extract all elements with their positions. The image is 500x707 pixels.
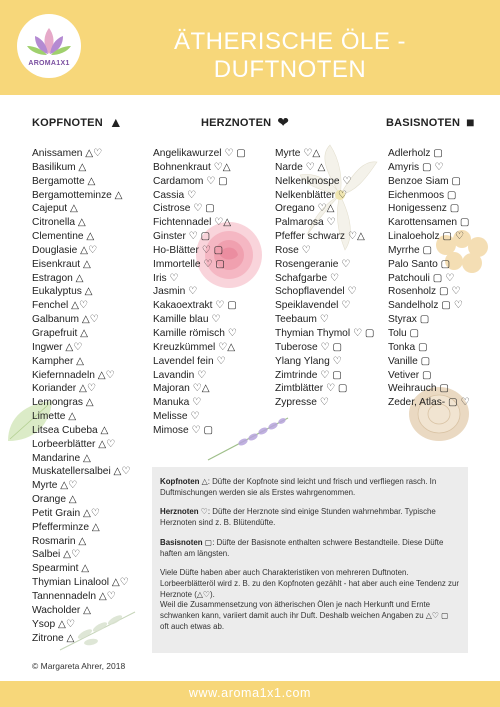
basisnoten-heading bbox=[386, 114, 475, 130]
lotus-icon bbox=[17, 14, 81, 78]
oil-list-item: Ho-Blätter ♡ ▢ bbox=[153, 244, 224, 256]
oil-list-item: Schopflavendel ♡ bbox=[275, 286, 357, 298]
oil-list-item: Narde ♡ △ bbox=[275, 161, 326, 173]
copyright: © Margareta Ahrer, 2018 bbox=[32, 661, 126, 671]
oil-list-item: Ysop △♡ bbox=[32, 618, 76, 630]
oil-list-item: Amyris ▢ ♡ bbox=[388, 161, 444, 173]
basisnoten-explanation-text: : Düfte der Basisnote enthalten schwere Bestandteile. Diese Düfte haften am längsten. bbox=[160, 537, 444, 558]
oil-list-item: Zimtblätter ♡ ▢ bbox=[275, 383, 348, 395]
page-title: ÄTHERISCHE ÖLE - DUFTNOTEN bbox=[173, 28, 407, 83]
square-icon: ■ bbox=[466, 114, 475, 130]
oil-list-item: Palo Santo ▢ bbox=[388, 258, 451, 270]
oil-list-item: Koriander △♡ bbox=[32, 383, 96, 395]
oil-list-item: Oregano ♡△ bbox=[275, 203, 335, 215]
oil-list-item: Bohnenkraut ♡△ bbox=[153, 161, 231, 173]
oil-list-item: Orange △ bbox=[32, 494, 77, 506]
oil-list-item: Benzoe Siam ▢ bbox=[388, 175, 462, 187]
herznoten-explanation bbox=[160, 507, 459, 528]
kopfnoten-explanation-text: : Düfte der Kopfnote sind leicht und frisch und verfliegen rasch. In Duftmischungen werden sie als Erstes wahrgenommen. bbox=[160, 477, 437, 497]
oil-list-item: Zypresse ♡ bbox=[275, 397, 329, 409]
oil-list-item: Jasmin ♡ bbox=[153, 286, 198, 298]
oil-list-item: Karottensamen ▢ bbox=[388, 217, 470, 229]
logo-text: AROMA1X1 bbox=[28, 60, 70, 67]
oil-list-item: Estragon △ bbox=[32, 272, 84, 284]
oil-list-item: Tolu ▢ bbox=[388, 327, 420, 339]
oil-list-item: Sandelholz ▢ ♡ bbox=[388, 300, 463, 312]
oil-list-item: Limette △ bbox=[32, 411, 77, 423]
oil-list-item: Vanille ▢ bbox=[388, 355, 431, 367]
oil-list-item: Thymian Thymol ♡ ▢ bbox=[275, 327, 375, 339]
oil-list-item: Eichenmoos ▢ bbox=[388, 189, 457, 201]
oil-list-item: Petit Grain △♡ bbox=[32, 507, 100, 519]
oil-list-item: Ingwer △♡ bbox=[32, 341, 83, 353]
oil-list-item: Kamille römisch ♡ bbox=[153, 327, 237, 339]
oil-list-item: Myrte △♡ bbox=[32, 480, 78, 492]
oil-list-item: Schafgarbe ♡ bbox=[275, 272, 340, 284]
kopfnoten-heading-label: KOPFNOTEN bbox=[32, 117, 103, 129]
oil-list-item: Kreuzkümmel ♡△ bbox=[153, 341, 236, 353]
kopfnoten-heading bbox=[32, 114, 123, 130]
oil-list-item: Pfeffer schwarz ♡△ bbox=[275, 231, 365, 243]
oil-list-item: Anissamen △♡ bbox=[32, 148, 103, 159]
oil-list-item: Litsea Cubeba △ bbox=[32, 424, 109, 436]
oil-list-item: Ginster ♡ ▢ bbox=[153, 231, 211, 243]
oil-list-item: Melisse ♡ bbox=[153, 411, 200, 423]
oil-list-item: Iris ♡ bbox=[153, 272, 179, 284]
kopfnoten-explanation bbox=[160, 477, 459, 498]
oil-list-item: Angelikawurzel ♡ ▢ bbox=[153, 148, 246, 159]
footer-website-link[interactable]: www.aroma1x1.com bbox=[188, 686, 312, 700]
herznoten-explanation-label: Herznoten bbox=[160, 507, 199, 517]
basisnoten-list bbox=[388, 147, 470, 410]
oil-list-item: Clementine △ bbox=[32, 231, 95, 243]
herznoten-explanation-symbol: ♡ bbox=[198, 507, 208, 517]
oil-list-item: Lemongras △ bbox=[32, 397, 94, 409]
oil-list-item: Muskatellersalbei △♡ bbox=[32, 466, 131, 478]
herznoten-list-2 bbox=[275, 147, 375, 410]
aroma1x1-logo bbox=[17, 14, 81, 78]
kopfnoten-explanation-symbol: △ bbox=[199, 477, 208, 486]
oil-list-item: Adlerholz ▢ bbox=[388, 148, 443, 159]
oil-list-item: Citronella △ bbox=[32, 217, 86, 229]
explanation-box bbox=[152, 467, 468, 653]
oil-list-item: Basilikum △ bbox=[32, 161, 87, 173]
oil-list-item: Lavandin ♡ bbox=[153, 369, 207, 381]
oil-list-item: Rose ♡ bbox=[275, 244, 311, 256]
oil-list-item: Salbei △♡ bbox=[32, 549, 81, 561]
herznoten-explanation-text: : Düfte der Herznote sind einige Stunden wahrnehmbar. Typische Herznoten sind z. B. Blütendüfte. bbox=[160, 507, 436, 528]
herznoten-heading bbox=[201, 114, 289, 131]
oil-list-item: Palmarosa ♡ bbox=[275, 217, 336, 229]
oil-list-item: Fichtennadel ♡△ bbox=[153, 217, 232, 229]
oil-list-item: Vetiver ▢ bbox=[388, 369, 432, 381]
oil-list-item: Pfefferminze △ bbox=[32, 521, 100, 533]
kopfnoten-list bbox=[32, 147, 131, 645]
oil-list-item: Kiefernnadeln △♡ bbox=[32, 369, 115, 381]
oil-list-item: Speiklavendel ♡ bbox=[275, 300, 351, 312]
basisnoten-explanation bbox=[160, 538, 459, 559]
oil-list-item: Ylang Ylang ♡ bbox=[275, 355, 342, 367]
herznoten-list-1 bbox=[153, 147, 246, 438]
oil-list-item: Zitrone △ bbox=[32, 632, 75, 644]
oil-list-item: Lavendel fein ♡ bbox=[153, 355, 226, 367]
oil-list-item: Kakaoextrakt ♡ ▢ bbox=[153, 300, 237, 312]
oil-list-item: Tonka ▢ bbox=[388, 341, 428, 353]
oil-list-item: Grapefruit △ bbox=[32, 327, 88, 339]
general-explanation-text-1: Viele Düfte haben aber auch Charakteristiken von mehreren Duftnoten. Lorbeerblätteröl wird z. B. zu den Kopfnoten gezählt - hat aber auch eine Tendenz zur Herznote (△♡). bbox=[160, 568, 460, 599]
general-explanation bbox=[160, 568, 459, 632]
basisnoten-explanation-symbol: ▢ bbox=[202, 537, 213, 547]
oil-list-item: Myrte ♡△ bbox=[275, 148, 321, 159]
oil-list-item: Wacholder △ bbox=[32, 604, 91, 616]
oil-list-item: Kampher △ bbox=[32, 355, 85, 367]
oil-list-item: Linaloeholz ▢ ♡ bbox=[388, 231, 464, 243]
oil-list-item: Myrrhe ▢ bbox=[388, 244, 433, 256]
oil-list-item: Douglasie △♡ bbox=[32, 244, 98, 256]
oil-list-item: Weihrauch ▢ bbox=[388, 383, 449, 395]
oil-list-item: Tuberose ♡ ▢ bbox=[275, 341, 343, 353]
oil-list-item: Lorbeerblätter △♡ bbox=[32, 438, 116, 450]
kopfnoten-explanation-label: Kopfnoten bbox=[160, 477, 200, 486]
oil-list-item: Manuka ♡ bbox=[153, 397, 202, 409]
basisnoten-explanation-label: Basisnoten bbox=[160, 537, 203, 547]
oil-list-item: Teebaum ♡ bbox=[275, 314, 329, 326]
oil-list-item: Styrax ▢ bbox=[388, 314, 430, 326]
oil-list-item: Galbanum △♡ bbox=[32, 314, 99, 326]
triangle-icon: ▲ bbox=[108, 114, 123, 130]
oil-list-item: Eukalyptus △ bbox=[32, 286, 93, 298]
herznoten-heading-label: HERZNOTEN bbox=[201, 117, 272, 129]
oil-list-item: Bergamotteminze △ bbox=[32, 189, 123, 201]
oil-list-item: Cistrose ♡ ▢ bbox=[153, 203, 215, 215]
oil-list-item: Spearmint △ bbox=[32, 563, 90, 575]
oil-list-item: Tannennadeln △♡ bbox=[32, 591, 116, 602]
oil-list-item: Fenchel △♡ bbox=[32, 300, 89, 312]
oil-list-item: Nelkenblätter ♡ bbox=[275, 189, 347, 201]
oil-list-item: Majoran ♡△ bbox=[153, 383, 210, 395]
oil-list-item: Bergamotte △ bbox=[32, 175, 96, 187]
oil-list-item: Patchouli ▢ ♡ bbox=[388, 272, 455, 284]
oil-list-item: Cassia ♡ bbox=[153, 189, 197, 201]
basisnoten-heading-label: BASISNOTEN bbox=[386, 117, 461, 129]
oil-list-item: Nelkenknospe ♡ bbox=[275, 175, 352, 187]
heart-icon: ❤ bbox=[277, 114, 290, 130]
oil-list-item: Mimose ♡ ▢ bbox=[153, 424, 214, 436]
oil-list-item: Thymian Linalool △♡ bbox=[32, 577, 129, 589]
oil-list-item: Rosmarin △ bbox=[32, 535, 87, 547]
oil-list-item: Zimtrinde ♡ ▢ bbox=[275, 369, 342, 381]
oil-list-item: Rosengeranie ♡ bbox=[275, 258, 351, 270]
general-explanation-text-2: Weil die Zusammensetzung von ätherischen Ölen je nach Herkunft und Ernte schwanken kann, variiert damit auch ihr Duft. Deshalb weichen Angaben zu △♡ ▢ oft auch etwas ab. bbox=[160, 600, 449, 631]
oil-list-item: Immortelle ♡ ▢ bbox=[153, 258, 225, 270]
oil-list-item: Eisenkraut △ bbox=[32, 258, 91, 270]
oil-list-item: Kamille blau ♡ bbox=[153, 314, 221, 326]
oil-list-item: Zeder, Atlas- ▢ ♡ bbox=[388, 397, 470, 409]
oil-list-item: Mandarine △ bbox=[32, 452, 91, 464]
oil-list-item: Cajeput △ bbox=[32, 203, 78, 215]
oil-list-item: Honigessenz ▢ bbox=[388, 203, 460, 215]
oil-list-item: Cardamom ♡ ▢ bbox=[153, 175, 228, 187]
oil-list-item: Rosenholz ▢ ♡ bbox=[388, 286, 461, 298]
